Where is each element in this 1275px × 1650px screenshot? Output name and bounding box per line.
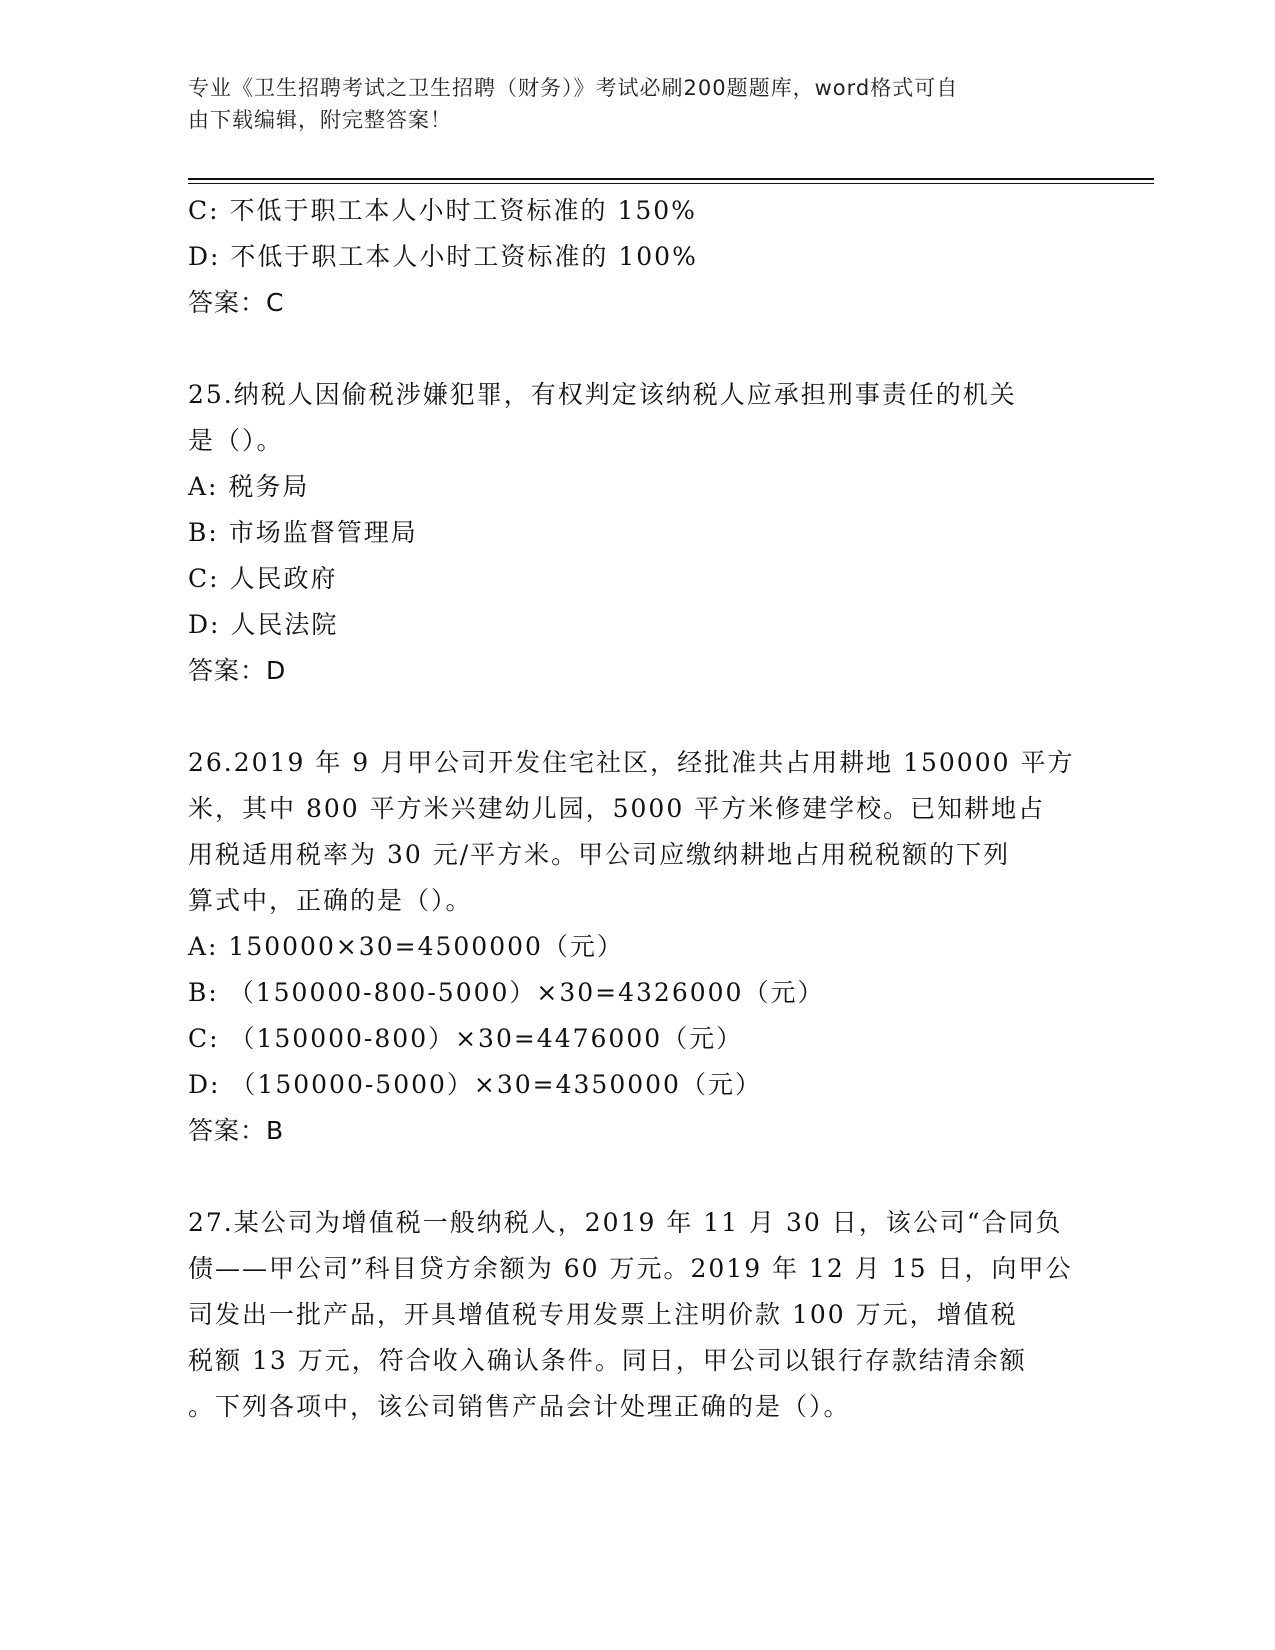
question-stem-line: 算式中，正确的是（）。 [188,886,473,915]
option-a: A: 税务局 [188,472,310,501]
page-header [188,72,1088,136]
option-a: A: 150000×30=4500000（元） [188,932,624,961]
question-stem-line: 26.2019 年 9 月甲公司开发住宅社区，经批准共占用耕地 150000 平方 [188,748,1075,777]
question-stem-line: 税额 13 万元，符合收入确认条件。同日，甲公司以银行存款结清余额 [188,1346,1027,1375]
answer-line: 答案：B [188,1116,285,1145]
question-stem-line: 。下列各项中，该公司销售产品会计处理正确的是（）。 [188,1392,851,1421]
option-d: D: （150000-5000）×30=4350000（元） [188,1070,762,1099]
option-c: C: 不低于职工本人小时工资标准的 150% [188,196,697,225]
question-24-continued [188,188,1088,326]
option-c: C: 人民政府 [188,564,338,593]
header-divider-thin [188,183,1154,184]
question-stem-line: 27.某公司为增值税一般纳税人，2019 年 11 月 30 日，该公司“合同负 [188,1208,1063,1237]
question-stem-line: 米，其中 800 平方米兴建幼儿园，5000 平方米修建学校。已知耕地占 [188,794,1046,823]
question-stem-line: 司发出一批产品，开具增值税专用发票上注明价款 100 万元，增值税 [188,1300,1018,1329]
question-spacer [188,694,1088,740]
question-stem-line: 25.纳税人因偷税涉嫌犯罪，有权判定该纳税人应承担刑事责任的机关 [188,380,1017,409]
option-b: B: （150000-800-5000）×30=4326000（元） [188,978,825,1007]
question-26 [188,740,1088,1154]
option-c: C: （150000-800）×30=4476000（元） [188,1024,744,1053]
question-spacer [188,1154,1088,1200]
question-stem-line: 用税适用税率为 30 元/平方米。甲公司应缴纳耕地占用税税额的下列 [188,840,1011,869]
header-title-line-1: 专业《卫生招聘考试之卫生招聘（财务）》考试必刷200题题库，word格式可自 [188,76,959,100]
question-stem-line: 债——甲公司”科目贷方余额为 60 万元。2019 年 12 月 15 日，向甲公 [188,1254,1073,1283]
question-27 [188,1200,1088,1430]
question-25 [188,372,1088,694]
question-spacer [188,326,1088,372]
question-stem-line: 是（）。 [188,426,284,455]
header-title-line-2: 由下载编辑，附完整答案！ [188,108,452,132]
answer-line: 答案：D [188,656,287,685]
option-b: B: 市场监督管理局 [188,518,418,547]
option-d: D: 不低于职工本人小时工资标准的 100% [188,242,698,271]
header-divider-thick [188,178,1154,180]
answer-line: 答案：C [188,288,285,317]
question-content [188,188,1088,1430]
option-d: D: 人民法院 [188,610,339,639]
